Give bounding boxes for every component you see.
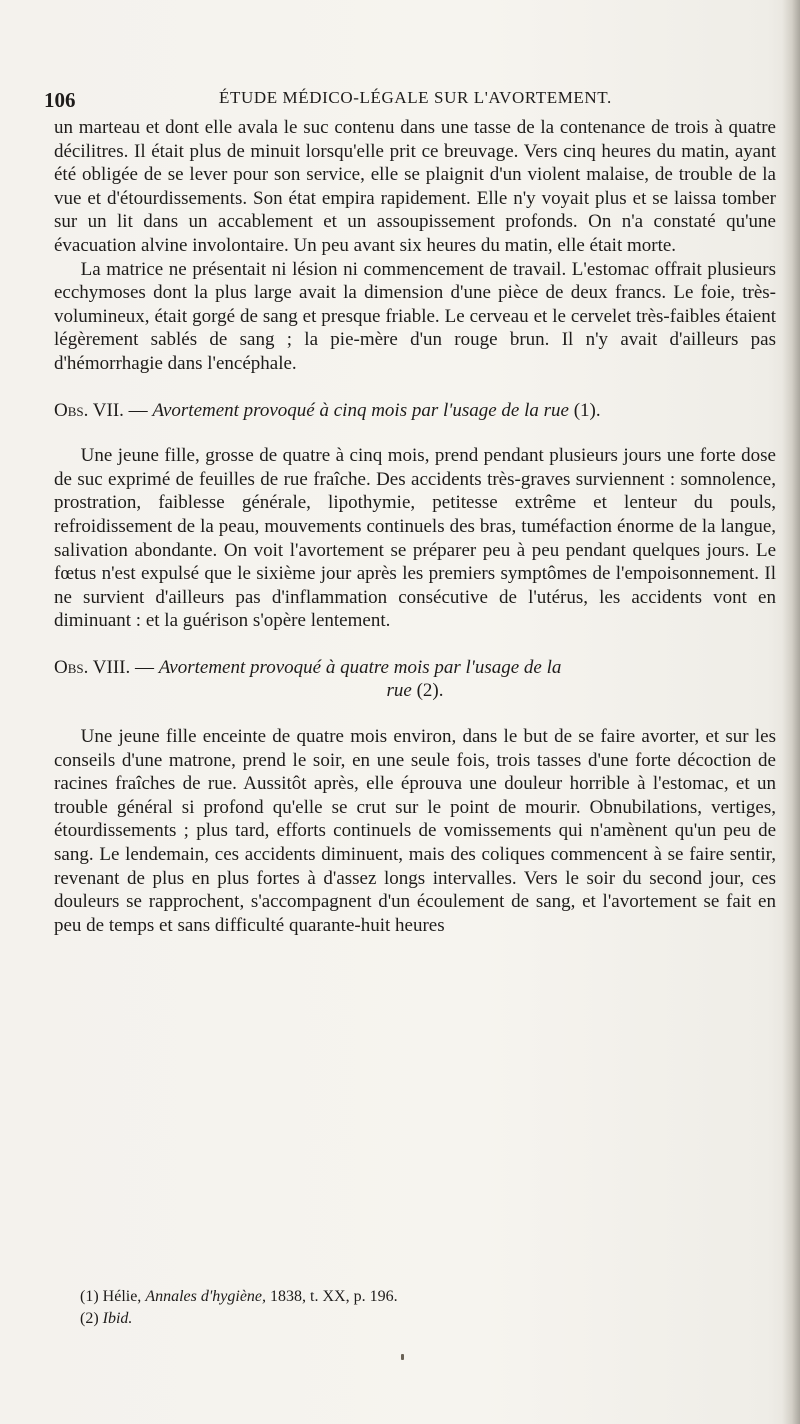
running-head: ÉTUDE MÉDICO-LÉGALE SUR L'AVORTEMENT. xyxy=(219,88,612,107)
observation-heading-8: Obs. VIII. — Avortement provoqué à quatre mois par l'usage de la rue (2). xyxy=(54,656,776,703)
footnote-number: (2) xyxy=(80,1310,99,1327)
footnote-source-title: Annales d'hygiène, xyxy=(145,1288,267,1305)
paragraph-3: Une jeune fille, grosse de quatre à cinq mois, prend pendant plusieurs jours une forte dose de suc exprimé de feuilles de rue fraîche. Des accidents très-graves surviennent : somnolence, prostration, faiblesse générale, lipothymie, petitesse extrême et lenteur du pouls, refroidissement de la peau, mouvements continuels des bras, tuméfaction énorme de la langue, salivation abondante. On voit l'avortement se préparer peu à peu pendant quelques jours. Le fœtus n'est expulsé que le sixième jour après les premiers symptômes de l'empoisonnement. Il ne survient d'ailleurs pas d'inflammation consécutive de l'utérus, les accidents vont en diminuant : et la guérison s'opère lentement. xyxy=(54,445,776,632)
obs-footnote-ref: (2). xyxy=(416,680,444,702)
signature-mark xyxy=(401,1354,404,1360)
paragraph-1: un marteau et dont elle avala le suc contenu dans une tasse de la contenance de trois à quatre décilitres. Il était plus de minuit lorsqu'elle prit ce breuvage. Vers cinq heures du matin, ayant été obligée de se lever pour son service, elle se plaignit d'un violent malaise, de trouble de la vue et d'étourdissements. Son état empira rapidement. Elle n'y voyait plus et se laissa tomber sur un lit dans un accablement et un assoupissement profonds. On n'a constaté qu'une évacuation alvine involontaire. Un peu avant six heures du matin, elle était morte. xyxy=(54,117,776,256)
footnote-number: (1) xyxy=(80,1288,99,1305)
footnote-2 xyxy=(80,1308,720,1330)
footnote-1 xyxy=(80,1286,720,1308)
obs-label: Obs. VIII. xyxy=(54,656,131,678)
paragraph-4: Une jeune fille enceinte de quatre mois environ, dans le but de se faire avorter, et sur les conseils d'une matrone, prend le soir, en une seule fois, trois tasses d'une forte décoction de racines fraîches de rue. Aussitôt après, elle éprouva une douleur horrible à l'estomac, et un trouble général si profond qu'elle se crut sur le point de mourir. Obnubilations, vertiges, étourdissements ; plus tard, efforts continuels de vomissements qui n'amènent qu'un peu de sang. Le lendemain, ces accidents diminuent, mais des coliques commencent à se faire sentir, revenant de plus en plus fortes à d'assez longs intervalles. Vers le soir du second jour, ces douleurs se rapprochent, s'accompagnent d'un écoulement de sang, et l'avortement se fait en peu de temps et sans difficulté quarante-huit heures xyxy=(54,726,776,936)
page-edge-shadow xyxy=(782,0,800,1424)
obs-title-continued xyxy=(54,679,776,703)
observation-heading-7: Obs. VII. — Avortement provoqué à cinq mois par l'usage de la rue (1). xyxy=(54,399,601,421)
obs-title: Avortement provoqué à cinq mois par l'usage de la rue xyxy=(152,399,569,421)
page-number: 106 xyxy=(44,88,76,112)
footnotes xyxy=(80,1286,720,1330)
body-text xyxy=(54,116,776,937)
obs-title-line2: rue xyxy=(386,680,412,702)
obs-label: Obs. VII. xyxy=(54,399,124,421)
footnote-author: Hélie, xyxy=(102,1288,142,1305)
paragraph-2: La matrice ne présentait ni lésion ni commencement de travail. L'estomac offrait plusieurs ecchymoses dont la plus large avait la dimension d'une pièce de deux francs. Le foie, très-volumineux, était gorgé de sang et presque friable. Le cerveau et le cervelet très-faibles étaient légèrement sablés de sang ; la pie-mère d'un rouge brun. Il n'y avait d'ailleurs pas d'hémorrhagie dans l'encéphale. xyxy=(54,258,776,374)
footnote-text: Ibid. xyxy=(102,1310,133,1327)
page-header xyxy=(44,88,764,112)
obs-title: Avortement provoqué à quatre mois par l'usage de la xyxy=(158,656,562,678)
footnote-citation: 1838, t. XX, p. 196. xyxy=(270,1288,398,1305)
obs-footnote-ref: (1). xyxy=(573,399,601,421)
